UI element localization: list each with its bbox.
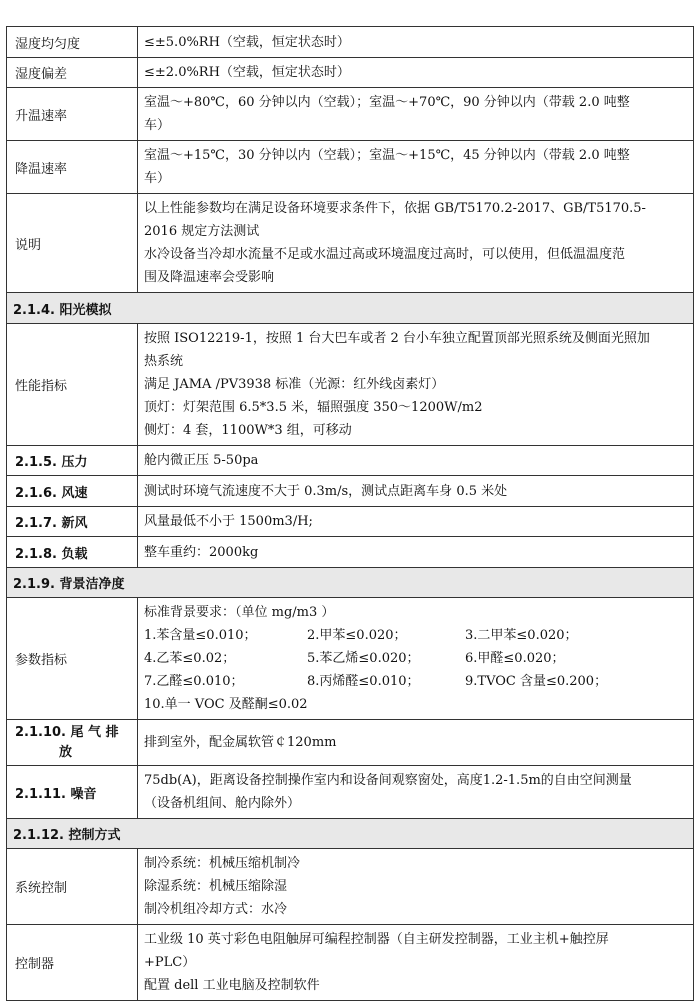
value-line: 水冷设备当冷却水流量不足或水温过高或环境温度过高时，可以使用，但低温温度范: [144, 247, 626, 262]
table-row: [7, 58, 694, 88]
row-label: 湿度偏差: [7, 58, 138, 88]
value-line: 75db(A)，距离设备控制操作室内和设备间观察窗处，高度1.2-1.5m的自由空间测量: [144, 773, 632, 788]
row-label: 系统控制: [7, 849, 138, 925]
row-heading: 2.1.5. 压力: [7, 446, 138, 476]
row-value: [138, 88, 694, 141]
table-row: [7, 849, 694, 925]
row-heading: 2.1.8. 负载: [7, 537, 138, 568]
row-label: 说明: [7, 194, 138, 293]
pollutant-item: 6.甲醛≤0.020；: [465, 651, 565, 666]
value-line: 室温～+80℃，60 分钟以内（空载）；室温～+70℃，90 分钟以内（带载 2.0 吨整: [144, 95, 630, 110]
value-line: 围及降温速率会受影响: [144, 270, 275, 285]
value-line: 满足 JAMA /PV3938 标准（光源：红外线卤素灯）: [144, 377, 445, 392]
row-value: 风量最低不小于 1500m3/H;: [138, 507, 694, 537]
section-heading: 2.1.9. 背景洁净度: [7, 568, 694, 598]
value-line: 以上性能参数均在满足设备环境要求条件下，依据 GB/T5170.2-2017、GB/T5170.5-: [144, 201, 646, 216]
row-label: 控制器: [7, 925, 138, 1001]
section-heading: 2.1.12. 控制方式: [7, 819, 694, 849]
value-line: （设备机组间、舱内除外）: [144, 796, 301, 811]
value-line: 热系统: [144, 354, 184, 369]
row-label: 性能指标: [7, 324, 138, 446]
row-value: [138, 925, 694, 1001]
row-heading: 2.1.6. 风速: [7, 476, 138, 507]
value-line: 制冷机组冷却方式：水冷: [144, 902, 288, 917]
pollutant-item: 8.丙烯醛≤0.010；: [307, 674, 420, 689]
row-label: 湿度均匀度: [7, 27, 138, 58]
value-line: 制冷系统：机械压缩机制冷: [144, 856, 301, 871]
value-line: +PLC）: [144, 955, 196, 970]
value-line: 2016 规定方法测试: [144, 224, 260, 239]
section-heading: 2.1.4. 阳光模拟: [7, 293, 694, 324]
table-row: [7, 537, 694, 568]
row-value: [138, 849, 694, 925]
table-row: [7, 766, 694, 819]
table-row: [7, 925, 694, 1001]
value-line: 顶灯：灯架范围 6.5*3.5 米，辐照强度 350～1200W/m2: [144, 400, 483, 415]
value-line: 按照 ISO12219-1，按照 1 台大巴车或者 2 台小车独立配置顶部光照系统及侧面光照加: [144, 331, 650, 346]
row-value: [138, 324, 694, 446]
row-value: 排到室外，配金属软管￠120mm: [138, 720, 694, 766]
row-value: [138, 766, 694, 819]
pollutant-item: 5.苯乙烯≤0.020；: [307, 651, 420, 666]
value-line: 标准背景要求：（单位 mg/m3 ）: [144, 605, 335, 620]
heading-line: 2.1.10. 尾 气 排: [15, 724, 119, 740]
row-value: [138, 598, 694, 720]
heading-line: 放: [59, 744, 73, 760]
value-line: 室温～+15℃，30 分钟以内（空载）；室温～+15℃，45 分钟以内（带载 2.0 吨整: [144, 148, 630, 163]
value-line: 侧灯：4 套，1100W*3 组，可移动: [144, 423, 352, 438]
row-value: ≤±5.0%RH（空载，恒定状态时）: [138, 27, 694, 58]
pollutant-item: 3.二甲苯≤0.020；: [465, 628, 578, 643]
pollutant-grid: [144, 624, 687, 693]
row-value: 整车重约：2000kg: [138, 537, 694, 568]
section-row: [7, 568, 694, 598]
table-row: [7, 720, 694, 766]
table-row: [7, 598, 694, 720]
table-row: [7, 446, 694, 476]
row-heading: 2.1.11. 噪音: [7, 766, 138, 819]
row-label: 降温速率: [7, 141, 138, 194]
table-row: [7, 88, 694, 141]
row-value: [138, 141, 694, 194]
value-line: 车）: [144, 171, 171, 186]
row-label: 升温速率: [7, 88, 138, 141]
value-line: 配置 dell 工业电脑及控制软件: [144, 978, 320, 993]
row-label: 参数指标: [7, 598, 138, 720]
table-row: [7, 194, 694, 293]
value-line: 除湿系统：机械压缩除湿: [144, 879, 288, 894]
section-row: [7, 293, 694, 324]
pollutant-item: 4.乙苯≤0.02；: [144, 651, 236, 666]
row-value: 舱内微正压 5-50pa: [138, 446, 694, 476]
spec-table: [6, 26, 694, 1001]
row-heading: [7, 720, 138, 766]
row-value: ≤±2.0%RH（空载，恒定状态时）: [138, 58, 694, 88]
row-heading: 2.1.7. 新风: [7, 507, 138, 537]
value-line: 10.单一 VOC 及醛酮≤0.02: [144, 697, 308, 712]
pollutant-item: 9.TVOC 含量≤0.200；: [465, 674, 608, 689]
pollutant-item: 1.苯含量≤0.010；: [144, 628, 257, 643]
table-row: [7, 324, 694, 446]
row-value: 测试时环境气流速度不大于 0.3m/s，测试点距离车身 0.5 米处: [138, 476, 694, 507]
table-row: [7, 476, 694, 507]
pollutant-item: 7.乙醛≤0.010；: [144, 674, 244, 689]
pollutant-item: 2.甲苯≤0.020；: [307, 628, 407, 643]
table-row: [7, 507, 694, 537]
section-row: [7, 819, 694, 849]
row-value: [138, 194, 694, 293]
value-line: 工业级 10 英寸彩色电阻触屏可编程控制器（自主研发控制器，工业主机+触控屏: [144, 932, 609, 947]
value-line: 车）: [144, 118, 171, 133]
table-row: [7, 27, 694, 58]
table-row: [7, 141, 694, 194]
